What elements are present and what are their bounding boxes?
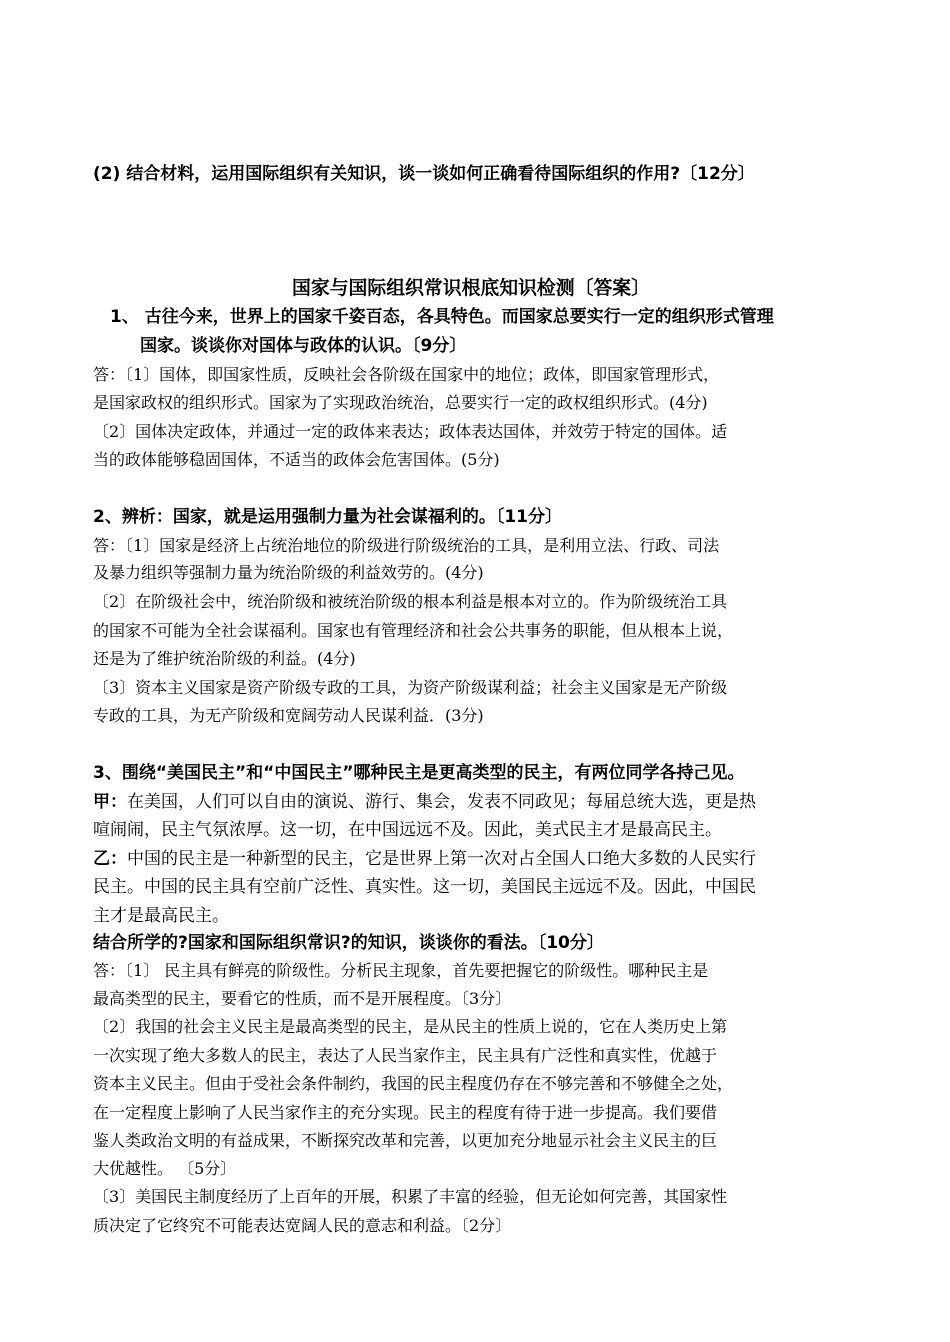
intro-question: (2) 结合材料，运用国际组织有关知识，谈一谈如何正确看待国际组织的作用?〔12分〕 (93, 164, 755, 184)
q3-answer-line: 鉴人类政治文明的有益成果，不断探究改革和完善，以更加充分地显示社会主义民主的巨 (93, 1131, 718, 1150)
q3-answer-line: 最高类型的民主，要看它的性质，而不是开展程度。〔3分〕 (93, 989, 512, 1008)
q3-jia-label: 甲： (93, 792, 127, 812)
q3-answer-line: 答：〔1〕 民主具有鲜亮的阶级性。分析民主现象，首先要把握它的阶级性。哪种民主是 (93, 961, 709, 980)
q3-answer-line: 一次实现了绝大多数人的民主，表达了人民当家作主，民主具有广泛性和真实性，优越于 (93, 1046, 718, 1065)
q3-answer-line: 〔2〕我国的社会主义民主是最高类型的民主，是从民主的性质上说的，它在人类历史上第 (93, 1017, 728, 1036)
q3-jia-text: 在美国，人们可以自由的演说、游行、集会，发表不同政见；每届总统大选，更是热 (127, 792, 756, 812)
q3-intro: 3、围绕“美国民主”和“中国民主”哪种民主是更高类型的民主，有两位同学各持己见。 (93, 763, 745, 783)
q3-answer-line: 资本主义民主。但由于受社会条件制约，我国的民主程度仍存在不够完善和不够健全之处， (93, 1074, 734, 1093)
q3-yi-label: 乙： (93, 849, 127, 869)
q2-answer-line: 答：〔1〕国家是经济上占统治地位的阶级进行阶级统治的工具，是利用立法、行政、司法 (93, 536, 720, 555)
q3-yi-line (93, 845, 756, 873)
q2-answer-line: 〔2〕在阶级社会中，统治阶级和被统治阶级的根本利益是根本对立的。作为阶级统治工具 (93, 592, 728, 611)
q1-line-2: 国家。谈谈你对国体与政体的认识。〔9分〕 (140, 336, 467, 356)
q1-answer-line: 〔2〕国体决定政体，并通过一定的政体来表达；政体表达国体，并效劳于特定的国体。适 (93, 422, 728, 441)
q2-answer-line: 的国家不可能为全社会谋福利。国家也有管理经济和社会公共事务的职能，但从根本上说， (93, 621, 734, 640)
q1-answer-line: 答：〔1〕国体，即国家性质，反映社会各阶级在国家中的地位；政体，即国家管理形式， (93, 365, 720, 384)
page-title: 国家与国际组织常识根底知识检测〔答案〕 (292, 277, 650, 299)
q3-prompt: 结合所学的?国家和国际组织常识?的知识，谈谈你的看法。〔10分〕 (93, 933, 604, 953)
q3-answer-line: 质决定了它终究不可能表达宽阔人民的意志和利益。〔2分〕 (93, 1216, 512, 1235)
q1-answer-line: 当的政体能够稳固国体，不适当的政体会危害国体。(5分) (93, 450, 500, 469)
q2-answer-line: 〔3〕资本主义国家是资产阶级专政的工具，为资产阶级谋利益；社会主义国家是无产阶级 (93, 678, 728, 697)
q2-answer-line: 专政的工具，为无产阶级和宽阔劳动人民谋利益．(3分) (93, 706, 484, 725)
q2-answer-line: 及暴力组织等强制力量为统治阶级的利益效劳的。(4分) (93, 563, 484, 582)
q3-yi-line: 主才是最高民主。 (93, 906, 229, 926)
q3-jia-line: 喧闹闹，民主气氛浓厚。这一切，在中国远远不及。因此，美式民主才是最高民主。 (93, 820, 722, 840)
q1-answer-line: 是国家政权的组织形式。国家为了实现政治统治，总要实行一定的政权组织形式。(4分) (93, 393, 708, 412)
q3-jia-line (93, 788, 756, 816)
q3-answer-line: 在一定程度上影响了人民当家作主的充分实现。民主的程度有待于进一步提高。我们要借 (93, 1103, 718, 1122)
q3-answer-line: 〔3〕美国民主制度经历了上百年的开展，积累了丰富的经验，但无论如何完善，其国家性 (93, 1187, 728, 1206)
q2-answer-line: 还是为了维护统治阶级的利益。(4分) (93, 649, 356, 668)
q3-yi-line: 民主。中国的民主具有空前广泛性、真实性。这一切，美国民主远远不及。因此，中国民 (93, 877, 756, 897)
q3-yi-text: 中国的民主是一种新型的民主，它是世界上第一次对占全国人口绝大多数的人民实行 (127, 849, 756, 869)
q2-line: 2、辨析：国家，就是运用强制力量为社会谋福利的。〔11分〕 (93, 507, 562, 527)
q1-line-1: 1、 古往今来，世界上的国家千姿百态，各具特色。而国家总要实行一定的组织形式管理 (110, 307, 774, 327)
q3-answer-line: 大优越性。 〔5分〕 (93, 1159, 237, 1178)
